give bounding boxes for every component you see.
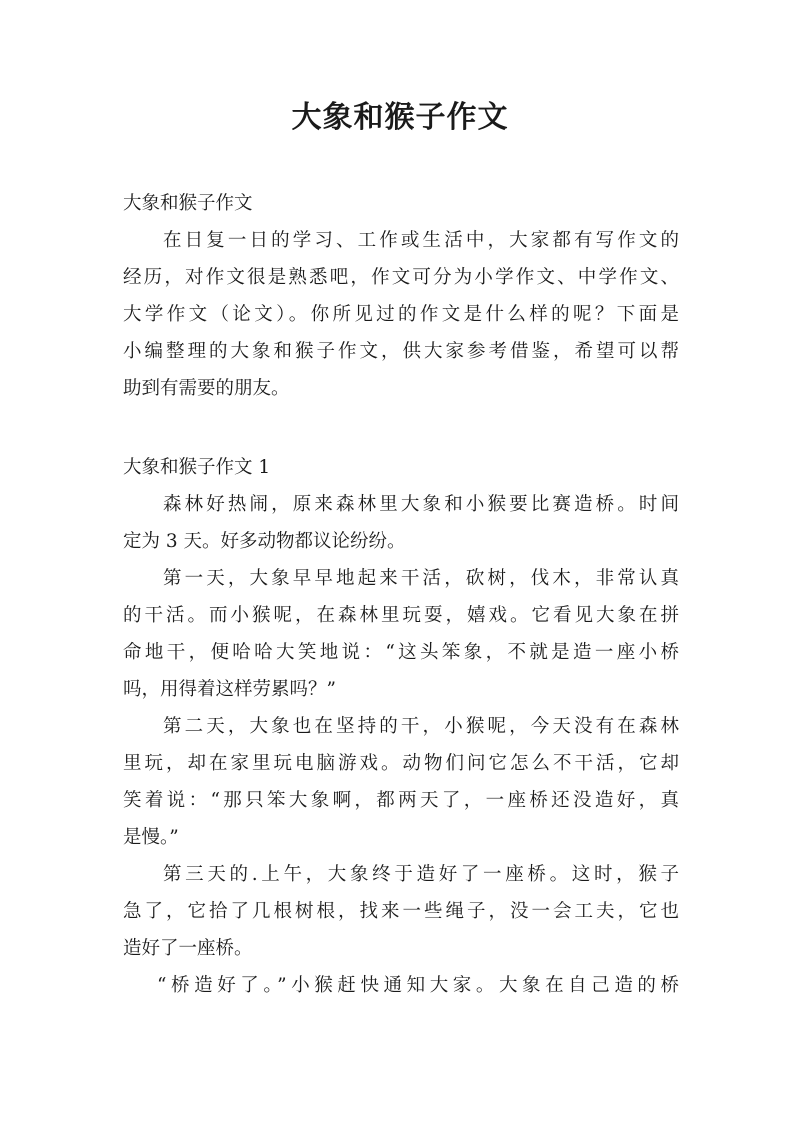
paragraph-line: 吗，用得着这样劳累吗？” [123,679,336,700]
paragraph-line: 造好了一座桥。 [123,938,253,959]
paragraph-line: 第二天，大象也在坚持的干，小猴呢，今天没有在森林 [163,716,679,737]
document-body [123,185,679,1004]
paragraph-line: 定为 3 天。好多动物都议论纷纷。 [123,531,406,552]
paragraph-line: 里玩，却在家里玩电脑游戏。动物们问它怎么不干活，它却 [123,753,679,774]
paragraph-line: 笑着说：“那只笨大象啊，都两天了，一座桥还没造好，真 [123,790,679,811]
paragraph-line: 第三天的.上午，大象终于造好了一座桥。这时，猴子 [163,864,679,885]
section-heading: 大象和猴子作文 [123,193,253,214]
paragraph-line: 经历，对作文很是熟悉吧，作文可分为小学作文、中学作文、 [123,267,679,288]
document-title: 大象和猴子作文 [291,100,509,135]
paragraph-line: 第一天，大象早早地起来干活，砍树，伐木，非常认真 [163,568,679,589]
paragraph-line: 命地干，便哈哈大笑地说：“这头笨象，不就是造一座小桥 [123,642,679,663]
paragraph-line: 助到有需要的朋友。 [123,378,290,399]
paragraph-line: 急了，它拾了几根树根，找来一些绳子，没一会工夫，它也 [123,901,679,922]
paragraph-line: 的干活。而小猴呢，在森林里玩耍，嬉戏。它看见大象在拼 [123,605,679,626]
paragraph-line: 森林好热闹，原来森林里大象和小猴要比赛造桥。时间 [163,494,679,515]
paragraph-line: 在日复一日的学习、工作或生活中，大家都有写作文的 [163,230,679,251]
paragraph-line: 是慢。” [123,827,179,848]
paragraph-line: 大学作文（论文）。你所见过的作文是什么样的呢？下面是 [123,304,679,325]
section-heading: 大象和猴子作文 1 [123,457,271,478]
blank-line [123,407,679,449]
paragraph-line: “桥造好了。”小猴赶快通知大家。大象在自己造的桥 [157,975,679,996]
paragraph-line: 小编整理的大象和猴子作文，供大家参考借鉴，希望可以帮 [123,341,679,362]
